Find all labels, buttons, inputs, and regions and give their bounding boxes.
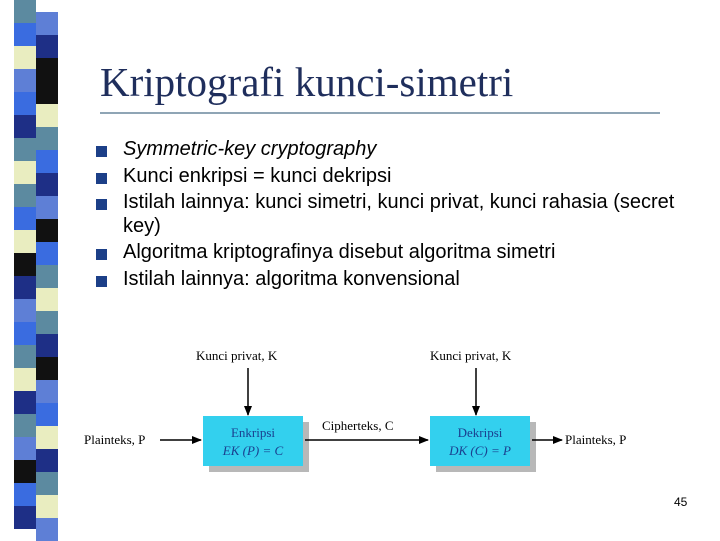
strip-tile: [14, 138, 36, 161]
square-bullet-icon: [96, 146, 107, 157]
key-right-label: Kunci privat, K: [430, 348, 512, 363]
strip-tile: [36, 426, 58, 449]
strip-tile: [14, 46, 36, 69]
strip-tile: [36, 242, 58, 265]
strip-tile: [14, 23, 36, 46]
page-number: 45: [674, 495, 688, 509]
decrypt-title: Dekripsi: [457, 425, 503, 440]
strip-tile: [36, 81, 58, 104]
strip-tile: [14, 345, 36, 368]
strip-tile: [14, 299, 36, 322]
strip-tile: [36, 265, 58, 288]
symmetric-encryption-diagram: [80, 340, 650, 485]
strip-tile: [36, 334, 58, 357]
encrypt-title: Enkripsi: [230, 425, 276, 440]
strip-tile: [14, 368, 36, 391]
strip-tile: [14, 506, 36, 529]
strip-tile: [14, 460, 36, 483]
strip-tile: [14, 483, 36, 506]
square-bullet-icon: [96, 249, 107, 260]
strip-tile: [36, 35, 58, 58]
decrypt-formula: DK (C) = P: [449, 443, 511, 458]
strip-tile: [14, 92, 36, 115]
strip-tile: [14, 0, 36, 23]
bullet-list: [96, 138, 696, 294]
bullet-item: [96, 268, 696, 292]
strip-tile: [36, 150, 58, 173]
strip-tile: [36, 449, 58, 472]
strip-tile: [36, 288, 58, 311]
strip-tile: [36, 380, 58, 403]
strip-tile: [36, 311, 58, 334]
bullet-item: [96, 138, 696, 162]
bullet-text: Istilah lainnya: algoritma konvensional: [123, 267, 460, 290]
strip-tile: [14, 161, 36, 184]
bullet-text: Algoritma kriptografinya disebut algoritma simetri: [123, 241, 556, 263]
strip-tile: [36, 495, 58, 518]
strip-tile: [36, 518, 58, 541]
strip-tile: [14, 184, 36, 207]
strip-tile: [14, 207, 36, 230]
strip-tile: [14, 391, 36, 414]
encrypt-formula: EK (P) = C: [222, 443, 284, 458]
encrypt-box: [203, 416, 303, 466]
strip-tile: [36, 104, 58, 127]
strip-tile: [36, 196, 58, 219]
bullet-text: Symmetric-key cryptography: [123, 138, 377, 160]
bullet-item: [96, 165, 696, 189]
strip-tile: [36, 472, 58, 495]
strip-tile: [36, 219, 58, 242]
strip-tile: [36, 127, 58, 150]
plaintext-out-label: Plainteks, P: [565, 432, 627, 447]
strip-tile: [14, 437, 36, 460]
strip-tile: [14, 276, 36, 299]
strip-tile: [36, 173, 58, 196]
strip-tile: [36, 58, 58, 81]
bullet-text: Istilah lainnya: kunci simetri, kunci privat, kunci rahasia (secret key): [123, 191, 675, 237]
decrypt-box: [430, 416, 530, 466]
strip-tile: [14, 230, 36, 253]
strip-tile: [14, 322, 36, 345]
square-bullet-icon: [96, 276, 107, 287]
strip-tile: [14, 69, 36, 92]
strip-tile: [36, 403, 58, 426]
square-bullet-icon: [96, 199, 107, 210]
bullet-text: Kunci enkripsi = kunci dekripsi: [123, 164, 392, 187]
ciphertext-label: Cipherteks, C: [322, 418, 394, 433]
strip-tile: [14, 414, 36, 437]
strip-tile: [14, 115, 36, 138]
bullet-item: [96, 241, 696, 265]
strip-tile: [36, 12, 58, 35]
plaintext-in-label: Plainteks, P: [84, 432, 146, 447]
decorative-side-strip: [0, 0, 74, 540]
key-left-label: Kunci privat, K: [196, 348, 278, 363]
square-bullet-icon: [96, 173, 107, 184]
title-divider: [100, 112, 660, 114]
strip-tile: [14, 253, 36, 276]
slide-title: Kriptografi kunci-simetri: [100, 59, 514, 105]
strip-tile: [36, 357, 58, 380]
bullet-item: [96, 191, 696, 238]
